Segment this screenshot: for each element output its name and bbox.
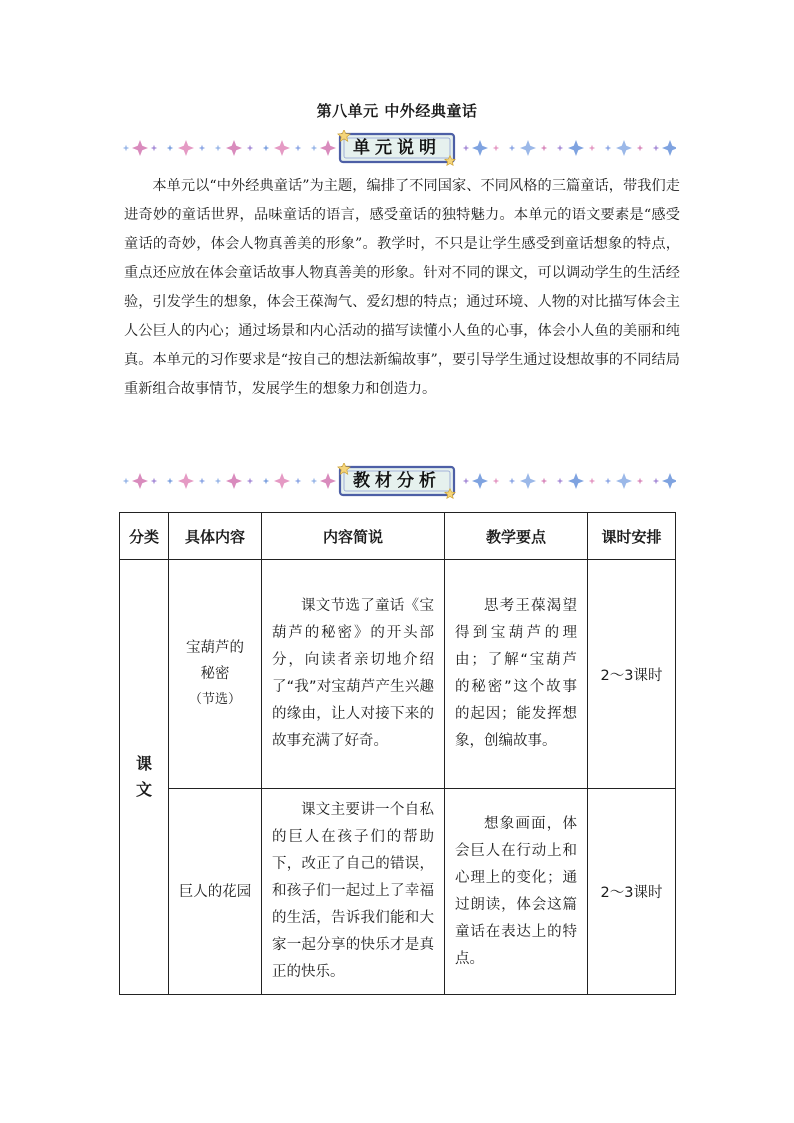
category-cell — [120, 560, 169, 995]
header-hours: 课时安排 — [588, 513, 676, 560]
banner-label: 教材分析 — [353, 471, 441, 491]
hours-cell: 2～3课时 — [588, 560, 676, 789]
hours-cell: 2～3课时 — [588, 789, 676, 995]
category-char: 文 — [135, 780, 152, 799]
lesson-name-cell: 巨人的花园 — [169, 789, 262, 995]
banner-label: 单元说明 — [353, 138, 441, 158]
header-category: 分类 — [120, 513, 169, 560]
unit-description-banner — [118, 130, 676, 166]
lesson-name-cell — [169, 560, 262, 789]
lesson-name-line: 宝葫芦的 — [186, 640, 244, 656]
header-content: 具体内容 — [169, 513, 262, 560]
unit-intro-paragraph: 本单元以“中外经典童话”为主题，编排了不同国家、不同风格的三篇童话，带我们走进奇妙的童话世界，品味童话的语言，感受童话的独特魅力。本单元的语文要素是“感受童话的奇妙，体会人物真善美的形象”。教学时，不只是让学生感受到童话想象的特点，重点还应放在体会童话故事人物真善美的形象。针对不同的课文，可以调动学生的生活经验，引发学生的想象，体会王葆淘气、爱幻想的特点；通过环境、人物的对比描写体会主人公巨人的内心；通过场景和内心活动的描写读懂小人鱼的心事，体会小人鱼的美丽和纯真。本单元的习作要求是“按自己的想法新编故事”，要引导学生通过设想故事的不同结局重新组合故事情节，发展学生的想象力和创造力。 — [124, 178, 680, 397]
page-title: 第八单元 中外经典童话 — [316, 102, 478, 120]
table-row — [120, 560, 676, 789]
header-key-points: 教学要点 — [445, 513, 588, 560]
summary-cell: 课文主要讲一个自私的巨人在孩子们的帮助下，改正了自己的错误，和孩子们一起过上了幸福的生活，告诉我们能和大家一起分享的快乐才是真正的快乐。 — [262, 789, 445, 995]
summary-cell: 课文节选了童话《宝葫芦的秘密》的开头部分，向读者亲切地介绍了“我”对宝葫芦产生兴趣的缘由，让人对接下来的故事充满了好奇。 — [262, 560, 445, 789]
table-row — [120, 789, 676, 995]
category-char: 课 — [135, 754, 152, 773]
lesson-name-note: （节选） — [188, 692, 241, 707]
material-analysis-banner — [118, 463, 676, 499]
header-summary: 内容简说 — [262, 513, 445, 560]
lesson-name-line: 秘密 — [200, 666, 230, 682]
table-header-row — [120, 513, 676, 560]
key-points-cell: 想象画面，体会巨人在行动上和心理上的变化；通过朗读，体会这篇童话在表达上的特点。 — [445, 789, 588, 995]
key-points-cell: 思考王葆渴望得到宝葫芦的理由；了解“宝葫芦的秘密”这个故事的起因；能发挥想象，创编故事。 — [445, 560, 588, 789]
analysis-table — [119, 512, 676, 995]
